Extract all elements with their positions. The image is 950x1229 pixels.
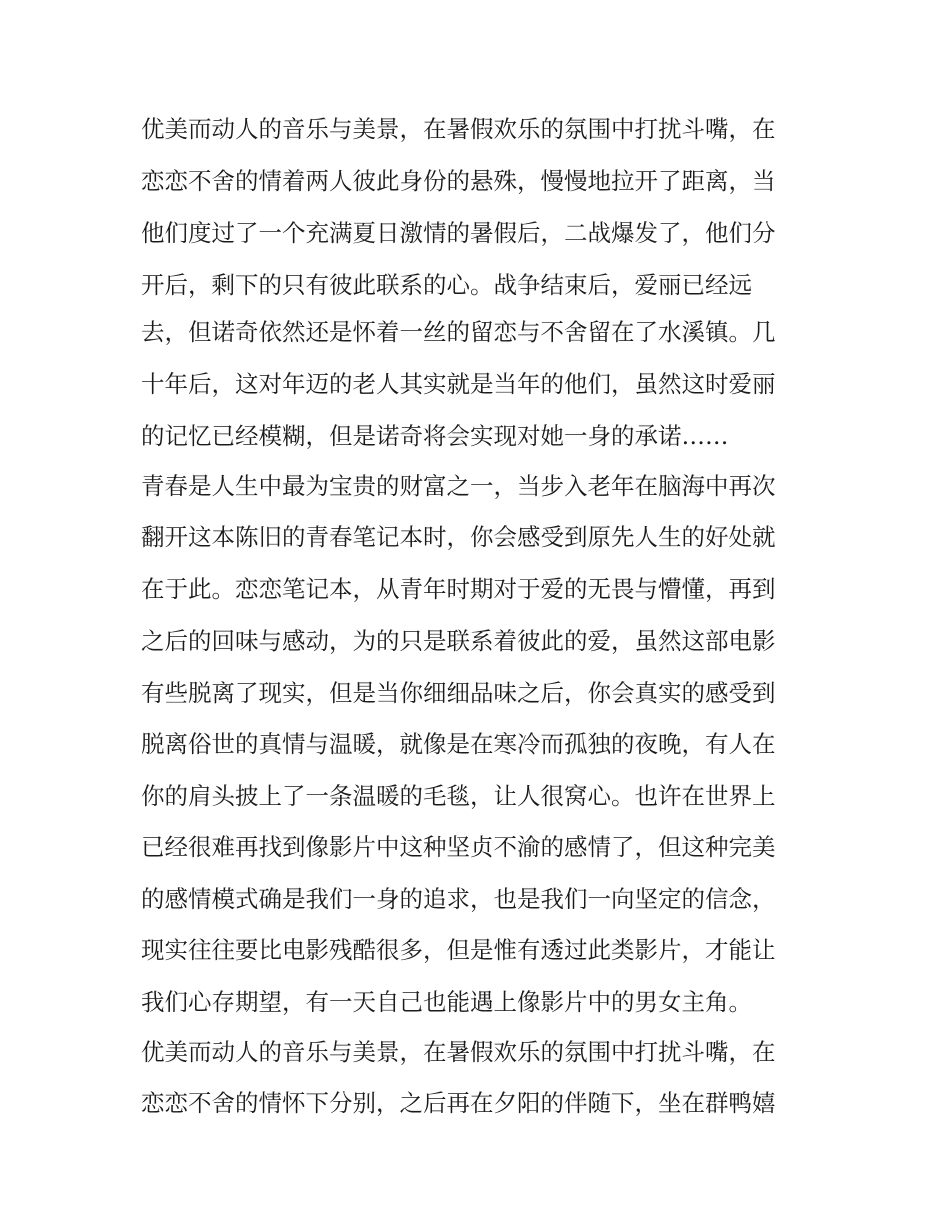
text-line: 十年后，这对年迈的老人其实就是当年的他们，虽然这时爱丽: [141, 370, 776, 398]
text-line: 恋恋不舍的情着两人彼此身份的悬殊，慢慢地拉开了距离，当: [141, 167, 776, 195]
text-line: 脱离俗世的真情与温暖，就像是在寒冷而孤独的夜晚，有人在: [141, 730, 776, 758]
text-line: 优美而动人的音乐与美景，在暑假欢乐的氛围中打扰斗嘴，在: [141, 1038, 776, 1066]
text-line: 恋恋不舍的情怀下分别，之后再在夕阳的伴随下，坐在群鸭嬉: [141, 1089, 776, 1117]
text-line: 有些脱离了现实，但是当你细细品味之后，你会真实的感受到: [141, 679, 776, 707]
text-line: 开后，剩下的只有彼此联系的心。战争结束后，爱丽已经远: [141, 271, 752, 299]
text-line: 的感情模式确是我们一身的追求，也是我们一向坚定的信念，: [141, 885, 776, 913]
text-line: 已经很难再找到像影片中这种坚贞不渝的感情了，但这种完美: [141, 833, 776, 861]
text-line: 去，但诺奇依然还是怀着一丝的留恋与不舍留在了水溪镇。几: [141, 318, 776, 346]
text-line: 在于此。恋恋笔记本，从青年时期对于爱的无畏与懵懂，再到: [141, 575, 776, 603]
text-line: 你的肩头披上了一条温暖的毛毯，让人很窝心。也许在世界上: [141, 782, 776, 810]
text-line: 优美而动人的音乐与美景，在暑假欢乐的氛围中打扰斗嘴，在: [141, 115, 776, 143]
text-line: 他们度过了一个充满夏日激情的暑假后，二战爆发了，他们分: [141, 219, 776, 247]
text-line: 我们心存期望，有一天自己也能遇上像影片中的男女主角。: [141, 988, 752, 1016]
text-line: 青春是人生中最为宝贵的财富之一，当步入老年在脑海中再次: [141, 472, 776, 500]
text-line: 翻开这本陈旧的青春笔记本时，你会感受到原先人生的好处就: [141, 523, 776, 551]
text-line: 之后的回味与感动，为的只是联系着彼此的爱，虽然这部电影: [141, 627, 776, 655]
text-line: 的记忆已经模糊，但是诺奇将会实现对她一身的承诺……: [141, 422, 729, 450]
text-line: 现实往往要比电影残酷很多，但是惟有透过此类影片，才能让: [141, 936, 776, 964]
